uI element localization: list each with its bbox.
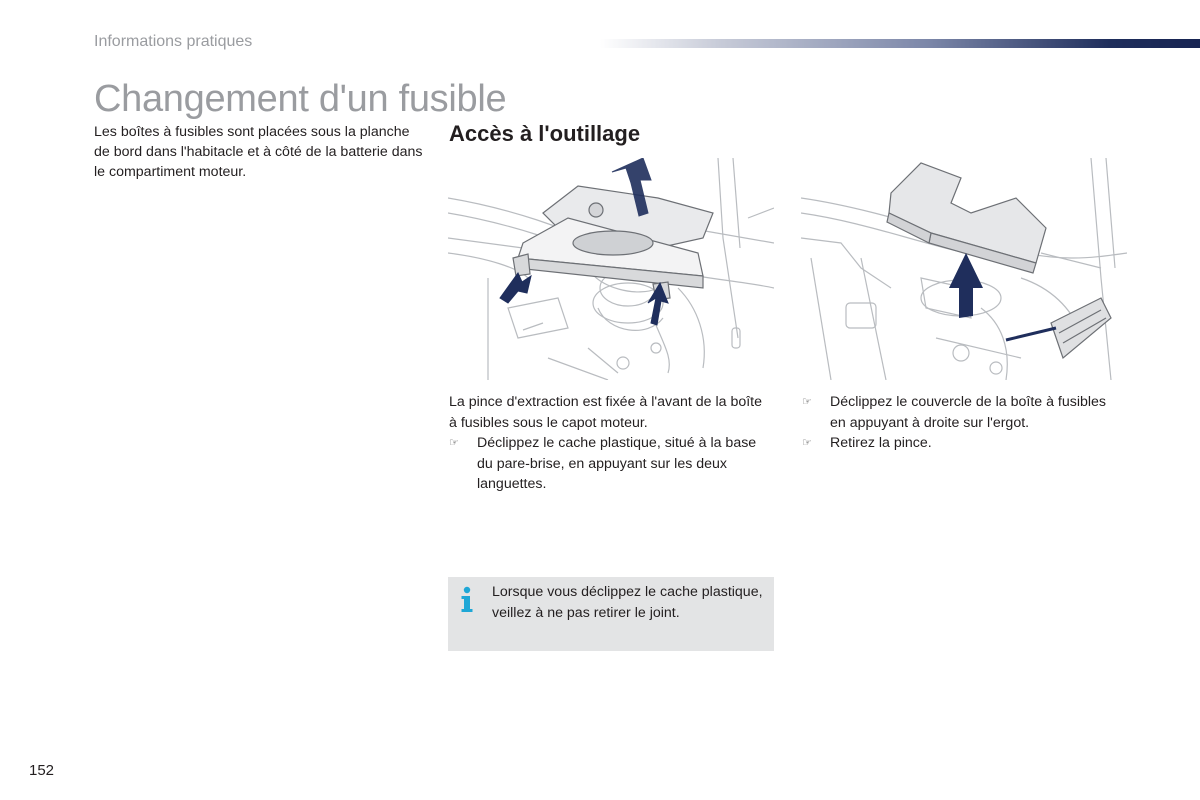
- extraction-pliers-location: La pince d'extraction est fixée à l'avant de la boîte à fusibles sous le capot moteur.: [449, 394, 763, 431]
- right-column-text: [802, 392, 1122, 454]
- page-title: Changement d'un fusible: [94, 78, 507, 120]
- step-text: Déclippez le couvercle de la boîte à fusibles en appuyant à droite sur l'ergot.: [830, 394, 1107, 431]
- info-icon: [460, 585, 474, 615]
- fuse-box-cover-clips-illustration: [448, 158, 774, 380]
- info-note-box: [448, 577, 774, 651]
- note-text: Lorsque vous déclippez le cache plastique, veillez à ne pas retirer le joint.: [492, 584, 763, 621]
- step-item: [802, 433, 1122, 454]
- intro-paragraph: Les boîtes à fusibles sont placées sous la planche de bord dans l'habitacle et à côté de la batterie dans le compartiment moteur.: [94, 124, 423, 180]
- step-item: [802, 392, 1122, 433]
- left-column-text: [449, 392, 769, 495]
- step-text: Retirez la pince.: [830, 435, 932, 451]
- pointing-hand-icon: ☞: [802, 437, 812, 449]
- step-item: [449, 433, 769, 495]
- page-number: 152: [29, 762, 55, 779]
- section-heading: Accès à l'outillage: [449, 121, 641, 146]
- step-text: Déclippez le cache plastique, situé à la base du pare-brise, en appuyant sur les deux languettes.: [477, 435, 757, 492]
- fuse-box-lid-and-pliers-illustration: [801, 158, 1127, 380]
- pointing-hand-icon: ☞: [449, 437, 459, 449]
- section-label: Informations pratiques: [94, 33, 253, 50]
- header-gradient-bar: [600, 39, 1200, 48]
- pointing-hand-icon: ☞: [802, 396, 812, 408]
